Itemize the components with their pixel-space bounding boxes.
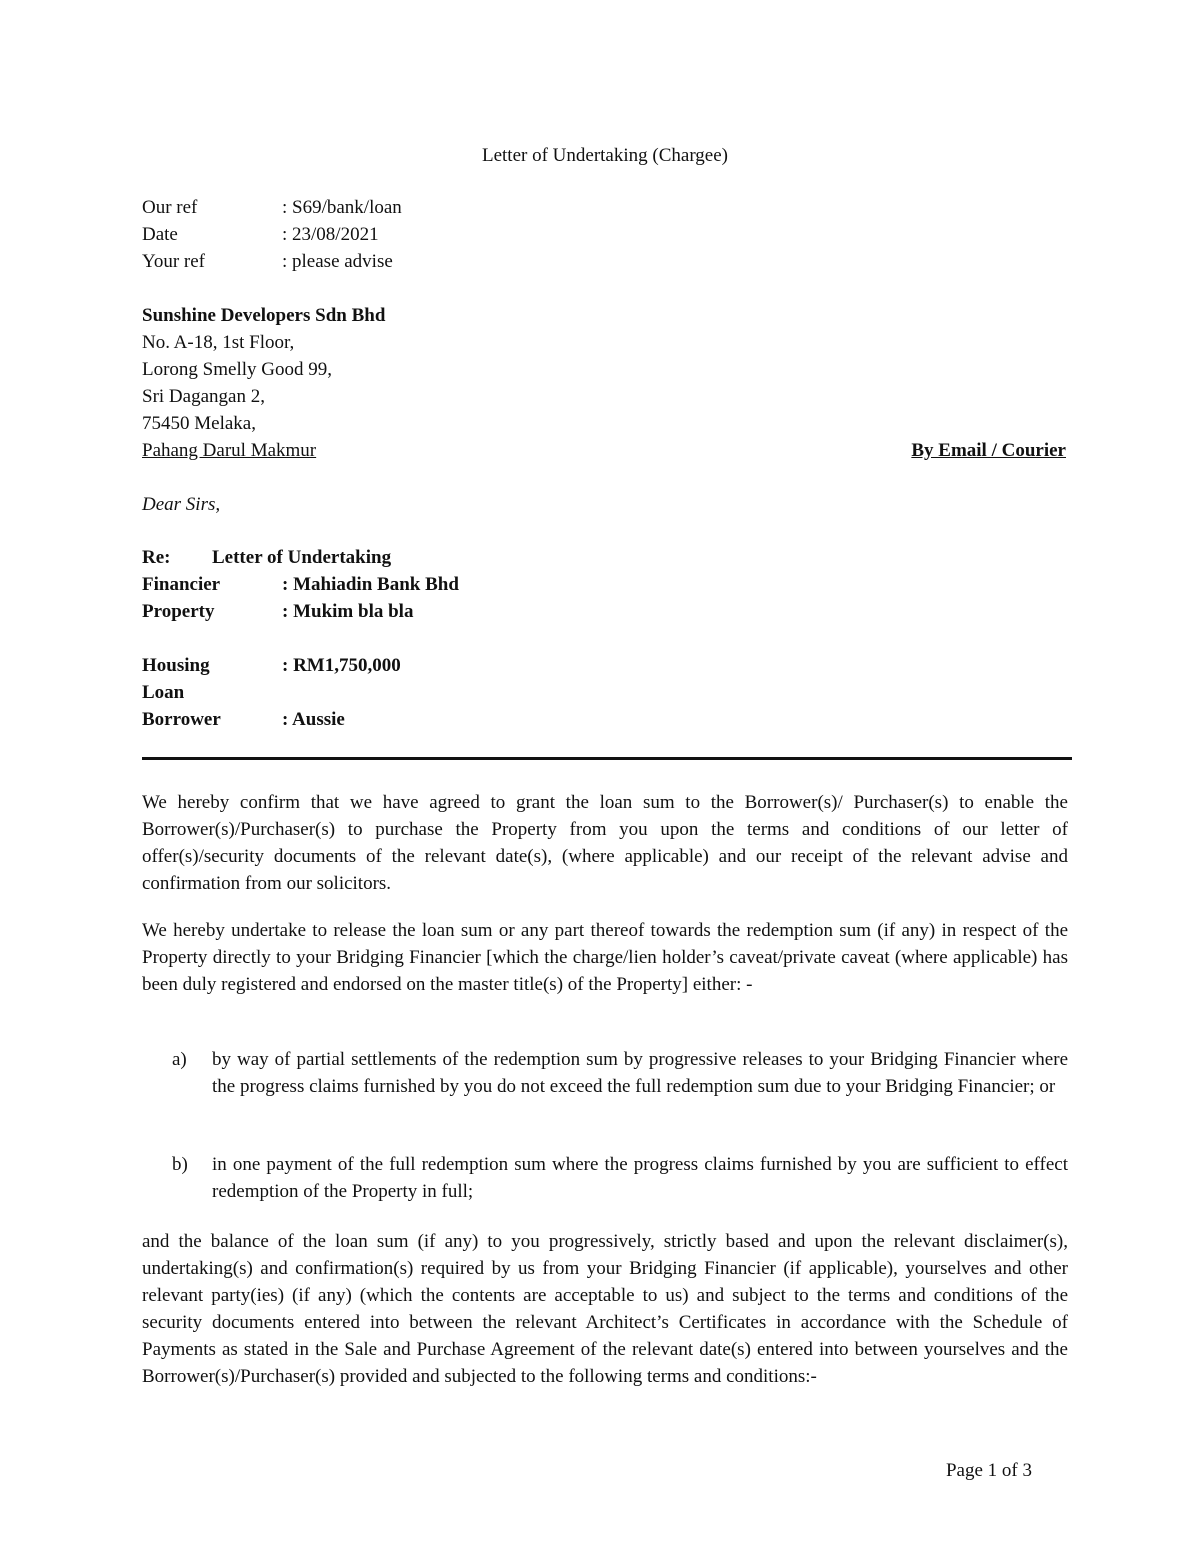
reference-label: Our ref xyxy=(142,197,198,218)
recipient-address xyxy=(142,302,385,464)
reference-value: : S69/bank/loan xyxy=(282,197,402,218)
financier-value: : Mahiadin Bank Bhd xyxy=(282,574,459,595)
list-marker: a) xyxy=(172,1049,187,1070)
reference-row-date xyxy=(142,221,402,248)
body-paragraph-confirmation: We hereby confirm that we have agreed to grant the loan sum to the Borrower(s)/ Purchaser(s) to enable the Borrower(s)/Purchaser(s) to purchase the Property from you upon the terms and conditions of our letter of offer(s)/security documents of the relevant date(s), (where applicable) and our receipt of the relevant advise and confirmation from our solicitors. xyxy=(142,792,1068,894)
financier-label: Financier xyxy=(142,574,221,595)
reference-value: : 23/08/2021 xyxy=(282,224,379,245)
recipient-company: Sunshine Developers Sdn Bhd xyxy=(142,305,386,326)
delivery-method: By Email / Courier xyxy=(911,440,1066,461)
housing-loan-label-line-1: Housing xyxy=(142,655,210,676)
re-property-row xyxy=(142,598,459,625)
address-line: Lorong Smelly Good 99, xyxy=(142,359,332,380)
housing-loan-label-line-2: Loan xyxy=(142,682,185,703)
reference-row-our-ref xyxy=(142,194,402,221)
reference-value: : please advise xyxy=(282,251,393,272)
address-line-state: Pahang Darul Makmur xyxy=(142,440,317,461)
address-line: Sri Dagangan 2, xyxy=(142,386,265,407)
document-title: Letter of Undertaking (Chargee) xyxy=(481,145,729,166)
property-label: Property xyxy=(142,601,215,622)
housing-loan-label xyxy=(142,652,282,706)
body-paragraph-balance: and the balance of the loan sum (if any) to you progressively, strictly based and upon the relevant disclaimer(s), undertaking(s) and confirmation(s) required by us from your Bridging Financier (if applicable), yourselves and other relevant party(ies) (if any) (which the contents are acceptable to us) and subject to the terms and conditions of the security documents entered into between the relevant Architect’s Certificates in accordance with the Schedule of Payments as stated in the Sale and Purchase Agreement of the relevant date(s) entered into between yourselves and the Borrower(s)/Purchaser(s) provided and subjected to the following terms and conditions:- xyxy=(142,1231,1068,1387)
re-financier-row xyxy=(142,571,459,598)
property-value: : Mukim bla bla xyxy=(282,601,414,622)
re-spacer xyxy=(142,625,459,652)
borrower-label: Borrower xyxy=(142,709,221,730)
reference-row-your-ref xyxy=(142,248,402,275)
reference-block xyxy=(142,194,402,275)
re-block xyxy=(142,544,459,733)
re-subject-row xyxy=(142,544,459,571)
horizontal-rule xyxy=(142,757,1072,760)
list-item-a xyxy=(172,1046,1068,1100)
list-text: in one payment of the full redemption sum where the progress claims furnished by you are sufficient to effect redemption of the Property in full; xyxy=(212,1154,1068,1202)
list-marker: b) xyxy=(172,1154,188,1175)
list-item-b xyxy=(172,1151,1068,1205)
reference-label: Your ref xyxy=(142,251,205,272)
reference-label: Date xyxy=(142,224,178,245)
housing-loan-value: : RM1,750,000 xyxy=(282,655,401,676)
page-number: Page 1 of 3 xyxy=(945,1460,1032,1481)
salutation: Dear Sirs, xyxy=(142,494,221,515)
re-subject: Letter of Undertaking xyxy=(212,547,392,568)
body-paragraph-undertaking: We hereby undertake to release the loan sum or any part thereof towards the redemption sum (if any) in respect of the Property directly to your Bridging Financier [which the charge/lien holder’s caveat/private caveat (where applicable) has been duly registered and endorsed on the master title(s) of the Property] either: - xyxy=(142,920,1068,995)
re-borrower-row xyxy=(142,706,459,733)
re-label: Re: xyxy=(142,547,171,568)
address-line: No. A-18, 1st Floor, xyxy=(142,332,295,353)
re-housing-loan-row xyxy=(142,652,459,706)
borrower-value: : Aussie xyxy=(282,709,345,730)
list-text: by way of partial settlements of the redemption sum by progressive releases to your Bridging Financier where the progress claims furnished by you do not exceed the full redemption sum due to your Bridging Financier; or xyxy=(212,1049,1068,1097)
address-line: 75450 Melaka, xyxy=(142,413,256,434)
